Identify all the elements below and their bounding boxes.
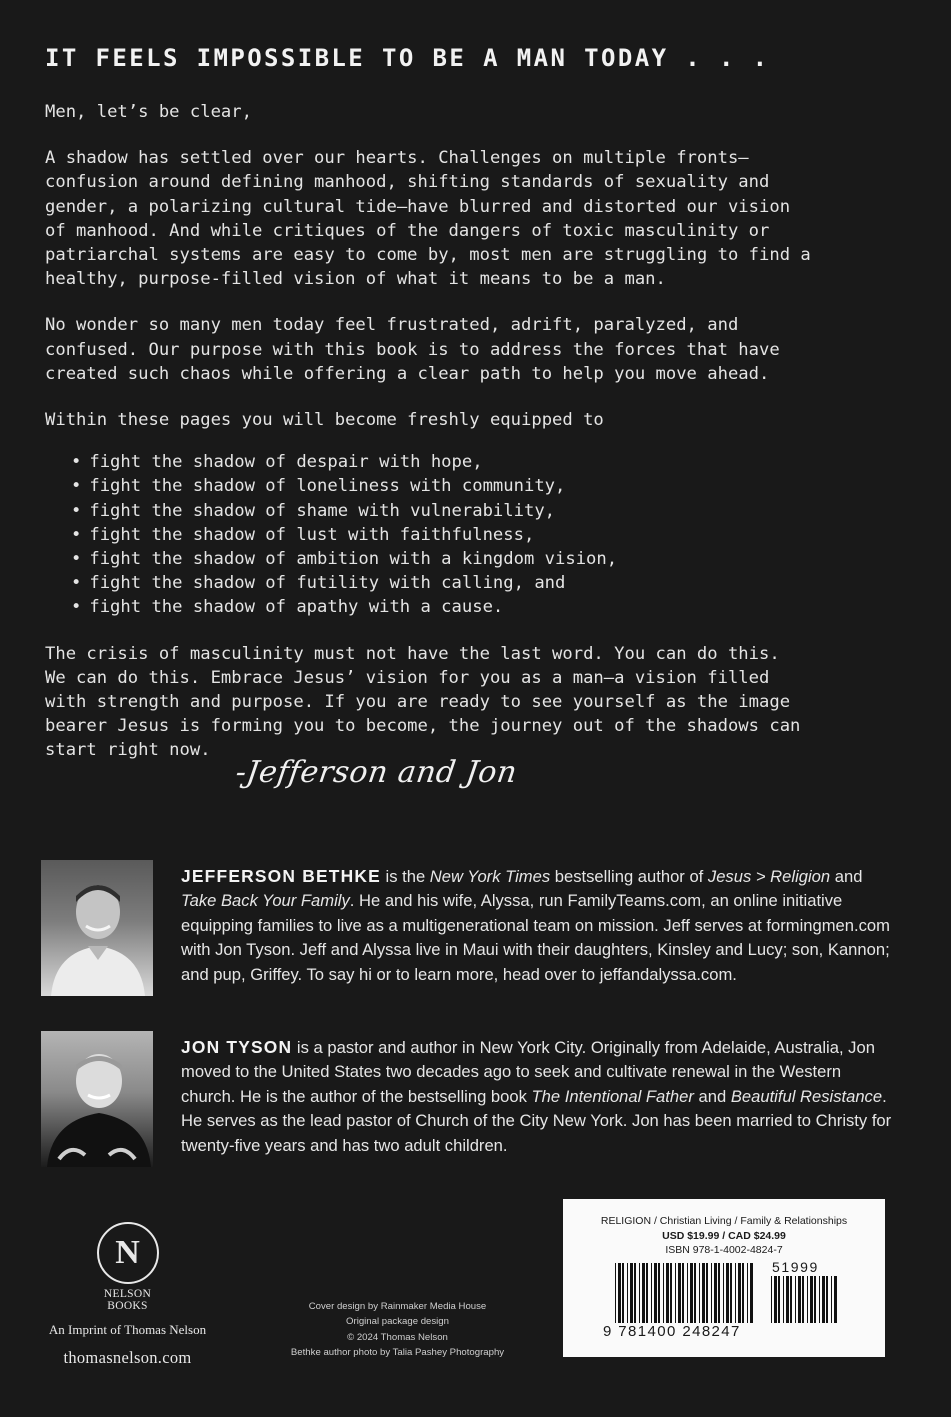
bio-italic: The Intentional Father (531, 1086, 694, 1106)
author-photo-bethke (41, 860, 153, 996)
barcode-icon (615, 1263, 755, 1323)
publisher-url: thomasnelson.com (63, 1348, 192, 1367)
portrait-icon (41, 1031, 153, 1167)
bio-text: is a pastor and author in New York City. Originally from Adelaide, Australia, Jon moved to the United States two decades ago to seek and cultivate renewal in the Western church. He is the author of the bestselling book (181, 1038, 875, 1106)
author-bio-bethke (181, 864, 896, 987)
logo-letter: N (115, 1234, 140, 1271)
headline: IT FEELS IMPOSSIBLE TO BE A MAN TODAY . . . (45, 44, 770, 72)
bio-text: . He serves as the lead pastor of Church of the City New York. Jon has been married to Christy for twenty-five years and has two adult children. (181, 1086, 892, 1155)
nelson-books-logo (97, 1222, 159, 1284)
credit-line: Bethke author photo by Talia Pashey Photography (290, 1347, 505, 1359)
imprint-line: An Imprint of Thomas Nelson (48, 1322, 207, 1337)
closing-paragraph: The crisis of masculinity must not have the last word. You can do this. We can do this. Embrace Jesus’ vision for you as a man—a vision filled with strength and purpose. If you are ready to see yourself as the image bearer Jesus is forming you to become, the journey out of the shadows can start right now. (45, 643, 801, 761)
bio-text: bestselling author of (550, 867, 708, 886)
price-line: USD $19.99 / CAD $24.99 (662, 1230, 786, 1242)
list-item: • fight the shadow of loneliness with community, (71, 474, 915, 498)
back-cover-copy (45, 100, 915, 785)
bio-italic: Beautiful Resistance (730, 1086, 883, 1106)
bio-italic: Take Back Your Family (181, 891, 350, 911)
author-name-bethke: JEFFERSON BETHKE (181, 866, 381, 886)
salutation: Men, let’s be clear, (45, 102, 252, 122)
paragraph-2: No wonder so many men today feel frustrated, adrift, paralyzed, and confused. Our purpose with this book is to address the forces that have created such chaos while offering a clear path to help you move ahead. (45, 315, 780, 384)
list-item: • fight the shadow of shame with vulnerability, (71, 499, 915, 523)
price-barcode-icon (771, 1276, 837, 1323)
bullet-list (45, 450, 915, 619)
barcode-number: 9 781400 248247 (603, 1323, 741, 1340)
design-credits (270, 1299, 525, 1361)
publisher-block (30, 1222, 225, 1368)
list-intro: Within these pages you will become freshly equipped to (45, 410, 604, 431)
credit-line: Original package design (346, 1316, 449, 1328)
signature: -Jefferson and Jon (233, 755, 520, 790)
credit-line: © 2024 Thomas Nelson (347, 1331, 448, 1343)
list-item: • fight the shadow of despair with hope, (71, 450, 915, 474)
author-photo-tyson (41, 1031, 153, 1167)
bio-text: and (830, 867, 863, 886)
paragraph-1: A shadow has settled over our hearts. Challenges on multiple fronts— confusion around defining manhood, shifting standards of sexuality and gender, a polarizing cultural tide—have blurred and distorted our vision of manhood. And while critiques of the dangers of toxic masculinity or patriarchal systems are easy to come by, most men are struggling to find a healthy, purpose-filled vision of what it means to be a man. (45, 148, 811, 290)
portrait-icon (41, 860, 153, 996)
price-code: 51999 (772, 1259, 819, 1275)
bio-text: . He and his wife, Alyssa, run FamilyTeams.com, an online initiative equipping families to live as a multigenerational team on mission. Jeff serves at formingmen.com with Jon Tyson. Jeff and Alyssa live in Maui with their daughters, Kinsley and Lucy; son, Kannon; and pup, Griffey. To say hi or to learn more, head over to jeffandalyssa.com. (181, 891, 890, 984)
author-name-tyson: JON TYSON (181, 1037, 293, 1057)
category-line: RELIGION / Christian Living / Family & Relationships (600, 1215, 848, 1227)
isbn-line: ISBN 978-1-4002-4824-7 (665, 1244, 783, 1256)
logo-line-2: BOOKS (107, 1300, 148, 1312)
logo-wordmark (30, 1288, 225, 1312)
barcode-label (563, 1199, 885, 1357)
list-item: • fight the shadow of futility with calling, and (71, 571, 915, 595)
list-item: • fight the shadow of lust with faithfulness, (71, 523, 915, 547)
logo-line-1: NELSON (103, 1288, 152, 1300)
bio-text: is the (380, 867, 430, 886)
list-item: • fight the shadow of ambition with a kingdom vision, (71, 547, 915, 571)
bio-italic: Jesus > Religion (707, 867, 831, 886)
bio-text: and (693, 1086, 731, 1106)
author-bio-tyson (181, 1035, 896, 1158)
bio-italic: New York Times (429, 867, 551, 886)
list-item: • fight the shadow of apathy with a cause. (71, 595, 915, 619)
credit-line: Cover design by Rainmaker Media House (308, 1301, 487, 1312)
